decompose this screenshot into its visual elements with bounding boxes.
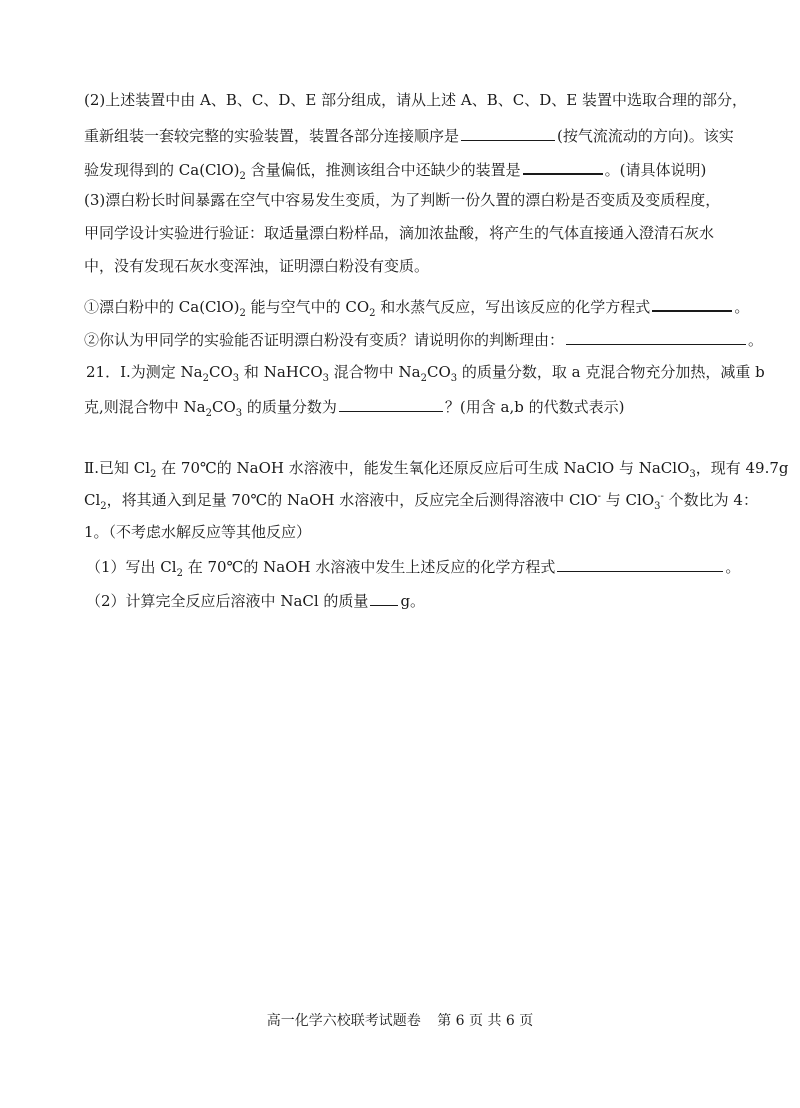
q21-part1-line2: 克,则混合物中 $Na_2CO_3$ 的质量分数为 ？(用含 a,b 的代数式表示) bbox=[84, 395, 744, 417]
q21-part2-line2: $Cl_2$，将其通入到足量 70℃的 NaOH 水溶液中，反应完全后测得溶液中 ClO- 与 ClO$_3$- 个数比为 4： bbox=[84, 491, 758, 512]
q21-part2-line3: 1。（不考虑水解反应等其他反应） bbox=[84, 523, 312, 541]
answer-blank-nacl-mass[interactable] bbox=[370, 589, 398, 606]
answer-blank-missing-device[interactable] bbox=[523, 157, 603, 175]
footer-page-info: 第 6 页 共 6 页 bbox=[437, 1013, 534, 1029]
q20-part2-line1: (2)上述装置中由 A、B、C、D、E 部分组成，请从上述 A、B、C、D、E 装置中选取合理的部分， bbox=[84, 91, 747, 109]
q20-part3-question2: ②你认为甲同学的实验能否证明漂白粉没有变质？请说明你的判断理由： 。 bbox=[84, 328, 744, 350]
q20-part3-line3: 中，没有发现石灰水变浑浊，证明漂白粉没有变质。 bbox=[84, 257, 430, 275]
q20-part2-line2: 重新组装一套较完整的实验装置，装置各部分连接顺序是 (按气流流动的方向)。该实 bbox=[84, 124, 744, 146]
answer-blank-equation-2[interactable] bbox=[557, 555, 723, 572]
q21-part2-question1: （1）写出 $Cl_2$ 在 70℃的 NaOH 水溶液中发生上述反应的化学方程式 。 bbox=[86, 555, 746, 577]
q21-part2-line1: Ⅱ.已知 $Cl_2$ 在 70℃的 NaOH 水溶液中，能发生氧化还原反应后可生成 NaClO 与 NaClO$_3$，现有 49.7g bbox=[84, 459, 789, 480]
page-footer bbox=[0, 1010, 800, 1030]
q20-part2-line3: 验发现得到的 $Ca(ClO)_2$ 含量偏低，推测该组合中还缺少的装置是 。(请具体说明) bbox=[84, 157, 744, 180]
answer-blank-connection-order[interactable] bbox=[461, 124, 555, 141]
q20-part3-line1: (3)漂白粉长时间暴露在空气中容易发生变质，为了判断一份久置的漂白粉是否变质及变质程度， bbox=[84, 191, 721, 209]
q20-part3-question1: ①漂白粉中的 $Ca(ClO)_2$ 能与空气中的 $CO_2$ 和水蒸气反应，写出该反应的化学方程式 。 bbox=[84, 294, 744, 317]
footer-exam-title: 高一化学六校联考试题卷 bbox=[266, 1013, 421, 1029]
q21-part1-line1: 21．Ⅰ.为测定 $Na_2CO_3$ 和 NaHCO$_3$ 混合物中 $Na_2CO_3$ 的质量分数，取 a 克混合物充分加热，减重 b bbox=[86, 363, 765, 384]
answer-blank-equation-1[interactable] bbox=[652, 294, 732, 312]
answer-blank-reason[interactable] bbox=[566, 328, 746, 345]
q21-part2-question2: （2）计算完全反应后溶液中 NaCl 的质量 g。 bbox=[86, 589, 746, 611]
answer-blank-mass-fraction[interactable] bbox=[339, 395, 443, 412]
q20-part3-line2: 甲同学设计实验进行验证：取适量漂白粉样品，滴加浓盐酸，将产生的气体直接通入澄清石灰水 bbox=[84, 224, 715, 242]
